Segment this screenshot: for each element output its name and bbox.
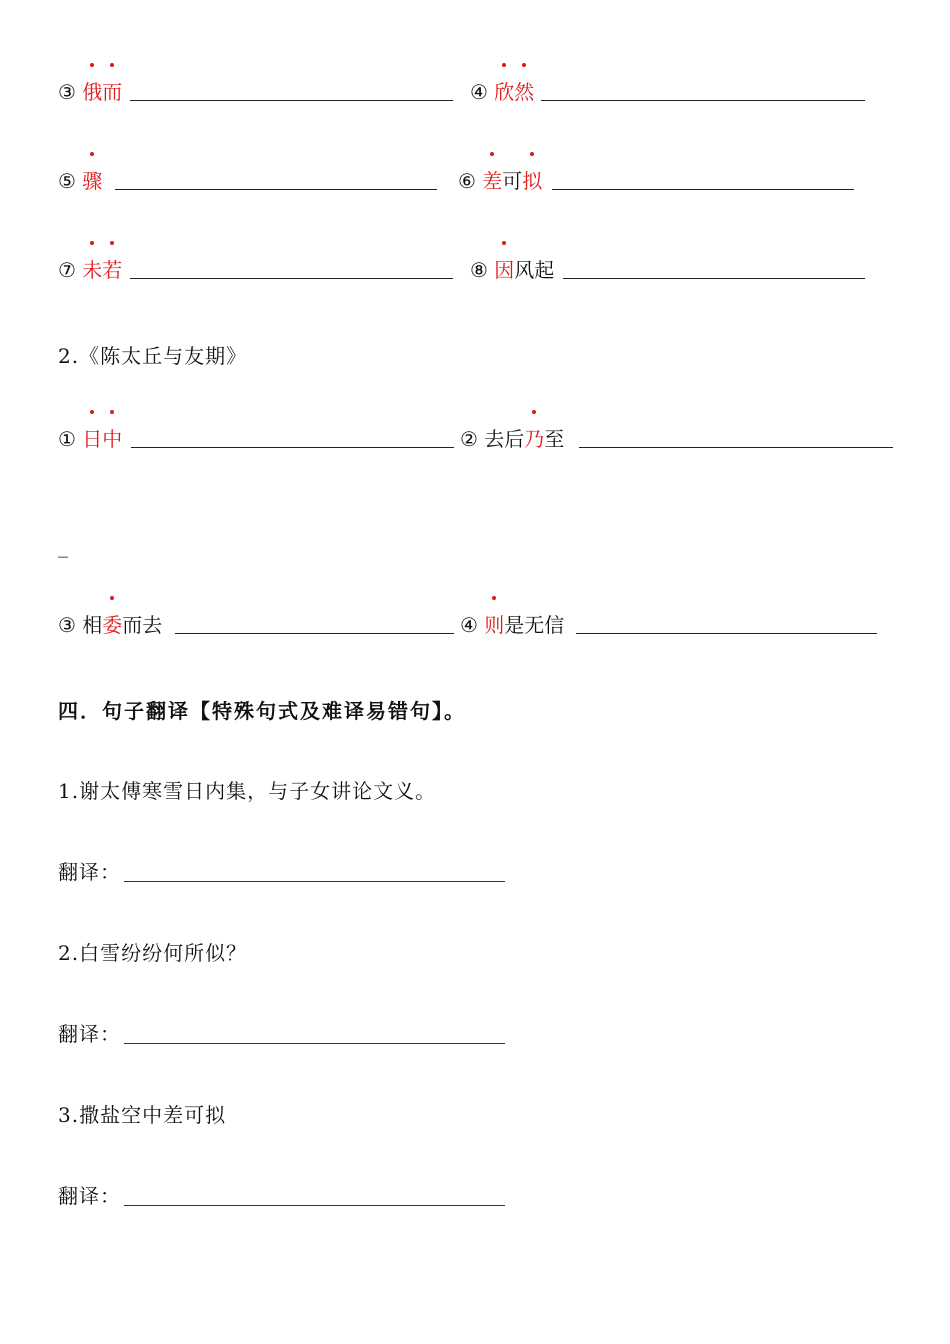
answer-blank[interactable] [541, 100, 865, 101]
vocab-item-8 [470, 250, 554, 290]
plain-char: 而去 [122, 613, 163, 637]
vocab-row-5 [0, 605, 950, 645]
stray-dash: _ [58, 534, 69, 558]
answer-blank[interactable] [130, 278, 453, 279]
translation-label-2: 翻译： [58, 1022, 121, 1046]
char-text: 骤 [82, 169, 103, 193]
dotted-char [514, 72, 534, 112]
answer-blank[interactable] [552, 189, 854, 190]
vocab-item-3b [58, 605, 162, 645]
plain-char: 风起 [514, 258, 555, 282]
vocab-item-1 [58, 419, 122, 459]
dotted-char [484, 605, 504, 645]
answer-blank[interactable] [131, 447, 454, 448]
char-text: 中 [102, 427, 123, 451]
item-number: ⑦ [58, 258, 76, 282]
vocab-item-4 [470, 72, 534, 112]
emphasis-dot [502, 241, 506, 245]
translation-blank-3[interactable] [124, 1205, 505, 1206]
translation-blank-2[interactable] [124, 1043, 505, 1044]
plain-char: 至 [544, 427, 565, 451]
vocab-row-3 [0, 250, 950, 290]
translation-label-3: 翻译： [58, 1184, 121, 1208]
plain-char: 去后 [484, 427, 525, 451]
answer-blank[interactable] [115, 189, 437, 190]
emphasis-dot [90, 410, 94, 414]
item-number: ⑤ [58, 169, 76, 193]
item-number: ⑧ [470, 258, 488, 282]
char-text: 然 [514, 80, 535, 104]
translation-blank-1[interactable] [124, 881, 505, 882]
plain-char: 可 [502, 169, 523, 193]
emphasis-dot [110, 596, 114, 600]
emphasis-dot [110, 63, 114, 67]
plain-char: 是无信 [504, 613, 565, 637]
answer-blank[interactable] [563, 278, 865, 279]
plain-char: 相 [82, 613, 103, 637]
dotted-char [102, 419, 122, 459]
emphasis-dot [502, 63, 506, 67]
dotted-char [102, 250, 122, 290]
dotted-char [494, 250, 514, 290]
emphasis-dot [522, 63, 526, 67]
item-number: ⑥ [458, 169, 476, 193]
dotted-char [482, 161, 502, 201]
sentence-1: 1.谢太傅寒雪日内集，与子女讲论文义。 [58, 779, 437, 803]
char-text: 因 [494, 258, 515, 282]
item-number: ③ [58, 80, 76, 104]
sentence-2: 2.白雪纷纷何所似？ [58, 941, 248, 965]
translation-label-1: 翻译： [58, 860, 121, 884]
answer-blank[interactable] [130, 100, 453, 101]
emphasis-dot [490, 152, 494, 156]
dotted-char [82, 419, 102, 459]
vocab-item-7 [58, 250, 122, 290]
answer-blank[interactable] [579, 447, 893, 448]
emphasis-dot [90, 152, 94, 156]
char-text: 则 [484, 613, 505, 637]
emphasis-dot [532, 410, 536, 414]
char-text: 俄 [82, 80, 103, 104]
char-text: 乃 [524, 427, 545, 451]
section-heading: 四．句子翻译【特殊句式及难译易错句】。 [58, 699, 466, 723]
vocab-row-2 [0, 161, 950, 201]
vocab-item-2 [460, 419, 564, 459]
vocab-item-6 [458, 161, 542, 201]
vocab-row-1 [0, 72, 950, 112]
dotted-char [82, 250, 102, 290]
dotted-char [494, 72, 514, 112]
dotted-char [102, 72, 122, 112]
dotted-char [82, 161, 102, 201]
section-title: 2.《陈太丘与友期》 [58, 344, 248, 368]
dotted-char [524, 419, 544, 459]
dotted-char [522, 161, 542, 201]
vocab-item-4b [460, 605, 564, 645]
emphasis-dot [110, 241, 114, 245]
emphasis-dot [90, 241, 94, 245]
char-text: 未 [82, 258, 103, 282]
item-number: ① [58, 427, 76, 451]
dotted-char [82, 72, 102, 112]
char-text: 欣 [494, 80, 515, 104]
char-text: 而 [102, 80, 123, 104]
emphasis-dot [492, 596, 496, 600]
emphasis-dot [530, 152, 534, 156]
char-text: 若 [102, 258, 123, 282]
emphasis-dot [110, 410, 114, 414]
vocab-item-5 [58, 161, 102, 201]
sentence-3: 3.撒盐空中差可拟 [58, 1103, 227, 1127]
emphasis-dot [90, 63, 94, 67]
char-text: 差 [482, 169, 503, 193]
vocab-row-4 [0, 419, 950, 459]
char-text: 委 [102, 613, 123, 637]
dotted-char [102, 605, 122, 645]
answer-blank[interactable] [175, 633, 454, 634]
answer-blank[interactable] [576, 633, 877, 634]
item-number: ④ [460, 613, 478, 637]
char-text: 日 [82, 427, 103, 451]
item-number: ③ [58, 613, 76, 637]
item-number: ② [460, 427, 478, 451]
char-text: 拟 [522, 169, 543, 193]
item-number: ④ [470, 80, 488, 104]
vocab-item-3 [58, 72, 122, 112]
